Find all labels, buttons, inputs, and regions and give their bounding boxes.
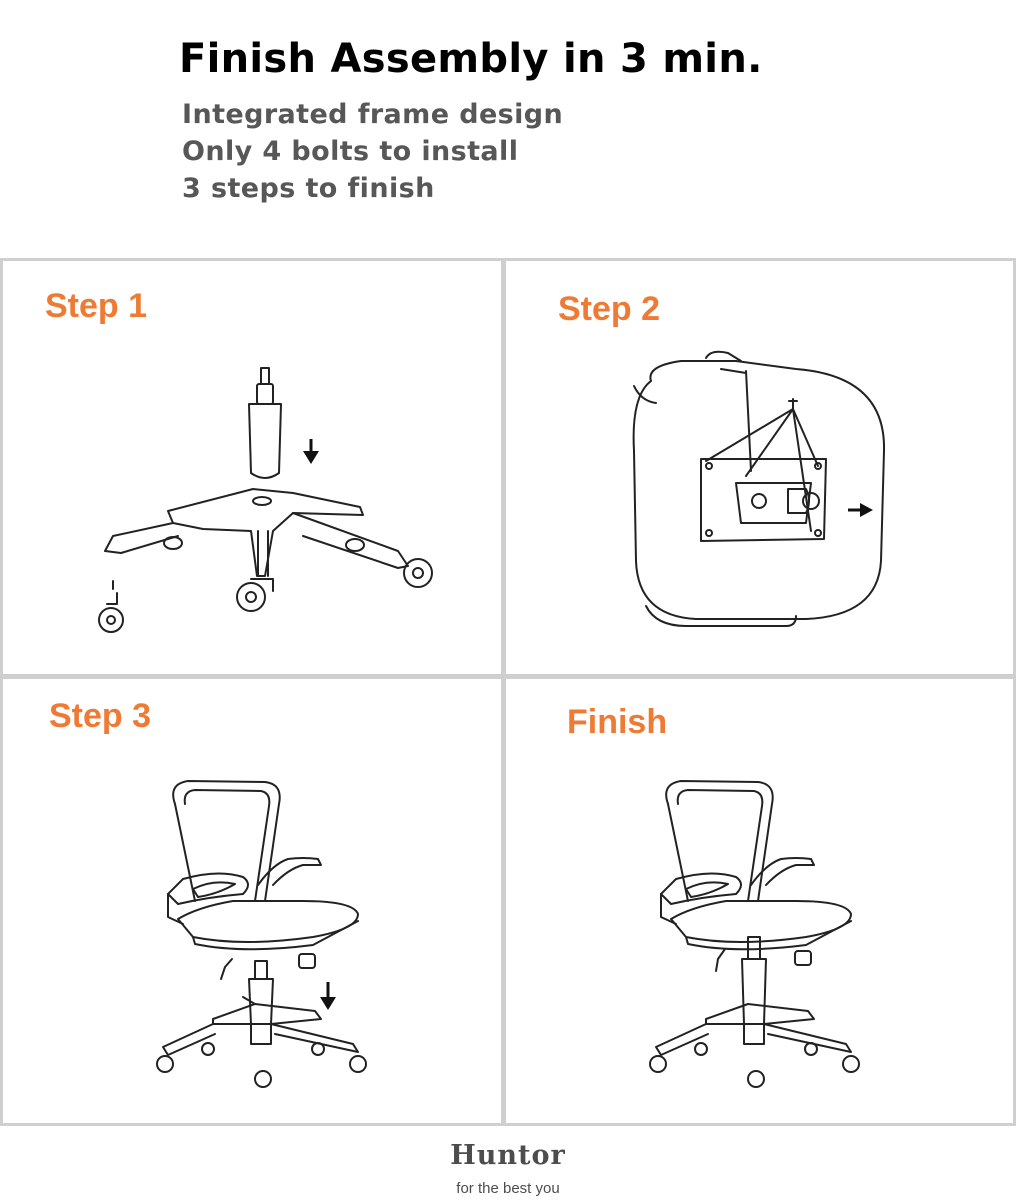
step-2-illustration xyxy=(506,261,1013,674)
caster-icon xyxy=(99,537,432,632)
step-3-illustration xyxy=(3,679,501,1123)
step-1-title: Step 1 xyxy=(45,287,148,325)
office-chair-icon xyxy=(163,781,358,1055)
finish-title: Finish xyxy=(567,703,668,741)
seat-plate-icon xyxy=(701,369,826,541)
caster-icon xyxy=(650,1043,859,1087)
page-title: Finish Assembly in 3 min. xyxy=(179,36,763,82)
feature-item: Integrated frame design xyxy=(182,99,564,130)
arrow-down-icon xyxy=(320,982,336,1010)
brand-logo: Huntor xyxy=(450,1140,566,1171)
arrow-down-icon xyxy=(303,439,319,464)
caster-icon xyxy=(157,1043,366,1087)
brand-tagline: for the best you xyxy=(456,1180,560,1197)
step-2-title: Step 2 xyxy=(558,290,661,328)
finish-panel xyxy=(503,676,1016,1126)
feature-item: Only 4 bolts to install xyxy=(182,136,519,167)
feature-list xyxy=(182,96,563,207)
feature-item: 3 steps to finish xyxy=(182,173,435,204)
office-chair-icon xyxy=(656,781,851,1055)
finish-illustration xyxy=(506,679,1013,1123)
chair-base-icon xyxy=(105,489,408,576)
arrow-right-icon xyxy=(848,503,873,517)
step-3-title: Step 3 xyxy=(49,697,152,735)
seat-cushion-icon xyxy=(634,352,884,626)
step-1-illustration xyxy=(3,261,501,674)
step-1-panel xyxy=(0,258,504,677)
step-2-panel xyxy=(503,258,1016,677)
gas-lift-icon xyxy=(249,368,281,478)
step-3-panel xyxy=(0,676,504,1126)
